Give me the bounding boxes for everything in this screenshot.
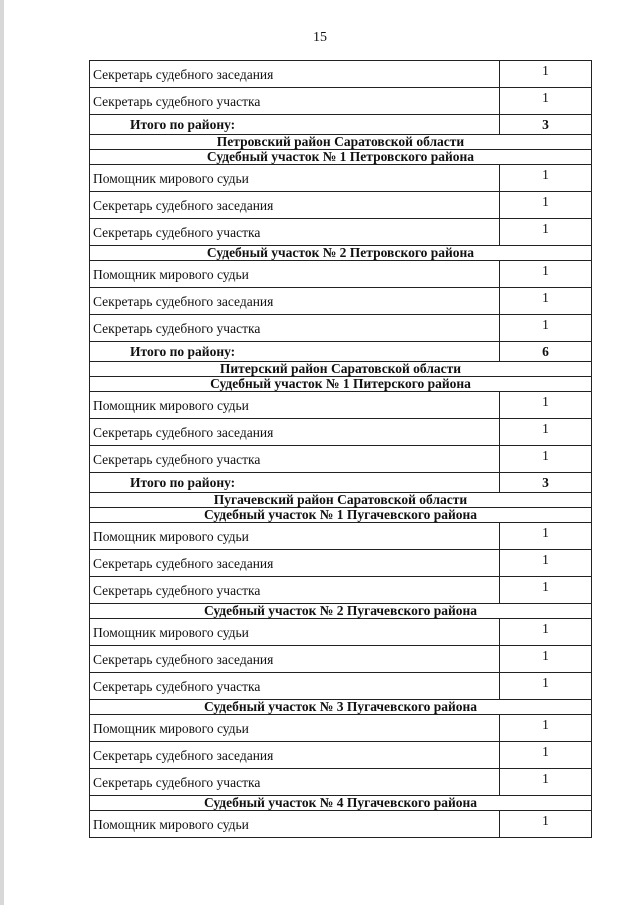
position-name: Помощник мирового судьи: [90, 261, 500, 288]
position-count: 1: [500, 419, 592, 446]
table-row: [90, 288, 592, 315]
table-row: [90, 165, 592, 192]
position-count: 1: [500, 673, 592, 700]
table-row: [90, 261, 592, 288]
position-count: 1: [500, 165, 592, 192]
position-count: 1: [500, 61, 592, 88]
total-row: [90, 342, 592, 362]
table-row: [90, 715, 592, 742]
section-heading: Судебный участок № 4 Пугачевского района: [90, 796, 592, 811]
position-name: Секретарь судебного заседания: [90, 192, 500, 219]
position-count: 1: [500, 715, 592, 742]
position-count: 1: [500, 392, 592, 419]
position-name: Секретарь судебного заседания: [90, 742, 500, 769]
position-name: Секретарь судебного заседания: [90, 550, 500, 577]
section-heading-row: [90, 493, 592, 508]
position-count: 1: [500, 192, 592, 219]
position-count: 1: [500, 742, 592, 769]
position-name: Секретарь судебного заседания: [90, 419, 500, 446]
table-row: [90, 392, 592, 419]
section-heading-row: [90, 604, 592, 619]
position-count: 1: [500, 619, 592, 646]
total-label: Итого по району:: [90, 473, 500, 493]
position-name: Помощник мирового судьи: [90, 811, 500, 838]
position-name: Помощник мирового судьи: [90, 165, 500, 192]
total-label: Итого по району:: [90, 115, 500, 135]
total-label: Итого по району:: [90, 342, 500, 362]
position-count: 1: [500, 315, 592, 342]
position-count: 1: [500, 523, 592, 550]
section-heading: Судебный участок № 3 Пугачевского района: [90, 700, 592, 715]
section-heading-row: [90, 135, 592, 150]
table-row: [90, 673, 592, 700]
position-name: Секретарь судебного участка: [90, 577, 500, 604]
position-name: Секретарь судебного участка: [90, 673, 500, 700]
scan-edge: [0, 0, 4, 905]
section-heading: Судебный участок № 2 Пугачевского района: [90, 604, 592, 619]
table-row: [90, 646, 592, 673]
section-heading: Судебный участок № 1 Питерского района: [90, 377, 592, 392]
position-count: 1: [500, 261, 592, 288]
position-name: Секретарь судебного участка: [90, 315, 500, 342]
table-row: [90, 419, 592, 446]
table-row: [90, 446, 592, 473]
position-name: Помощник мирового судьи: [90, 523, 500, 550]
position-name: Помощник мирового судьи: [90, 619, 500, 646]
position-name: Секретарь судебного участка: [90, 88, 500, 115]
position-count: 1: [500, 219, 592, 246]
section-heading-row: [90, 150, 592, 165]
section-heading: Судебный участок № 1 Петровского района: [90, 150, 592, 165]
position-name: Помощник мирового судьи: [90, 392, 500, 419]
staff-table-body: [90, 61, 592, 838]
position-name: Секретарь судебного заседания: [90, 61, 500, 88]
position-name: Секретарь судебного заседания: [90, 288, 500, 315]
section-heading-row: [90, 377, 592, 392]
position-count: 1: [500, 88, 592, 115]
position-count: 1: [500, 446, 592, 473]
section-heading-row: [90, 362, 592, 377]
total-value: 6: [500, 342, 592, 362]
table-row: [90, 523, 592, 550]
table-row: [90, 88, 592, 115]
total-row: [90, 473, 592, 493]
section-heading-row: [90, 508, 592, 523]
position-name: Секретарь судебного участка: [90, 446, 500, 473]
table-row: [90, 315, 592, 342]
section-heading-row: [90, 700, 592, 715]
table-row: [90, 811, 592, 838]
staff-table: [89, 60, 592, 838]
section-heading: Питерский район Саратовской области: [90, 362, 592, 377]
table-row: [90, 219, 592, 246]
total-value: 3: [500, 473, 592, 493]
section-heading: Судебный участок № 1 Пугачевского района: [90, 508, 592, 523]
section-heading-row: [90, 796, 592, 811]
section-heading: Пугачевский район Саратовской области: [90, 493, 592, 508]
position-name: Помощник мирового судьи: [90, 715, 500, 742]
table-row: [90, 769, 592, 796]
position-count: 1: [500, 288, 592, 315]
position-name: Секретарь судебного участка: [90, 769, 500, 796]
section-heading-row: [90, 246, 592, 261]
table-row: [90, 61, 592, 88]
position-count: 1: [500, 577, 592, 604]
position-name: Секретарь судебного участка: [90, 219, 500, 246]
position-name: Секретарь судебного заседания: [90, 646, 500, 673]
total-value: 3: [500, 115, 592, 135]
table-row: [90, 550, 592, 577]
position-count: 1: [500, 646, 592, 673]
table-row: [90, 619, 592, 646]
table-row: [90, 577, 592, 604]
position-count: 1: [500, 811, 592, 838]
table-row: [90, 192, 592, 219]
section-heading: Петровский район Саратовской области: [90, 135, 592, 150]
page-number: 15: [313, 30, 327, 45]
total-row: [90, 115, 592, 135]
section-heading: Судебный участок № 2 Петровского района: [90, 246, 592, 261]
table-row: [90, 742, 592, 769]
position-count: 1: [500, 550, 592, 577]
position-count: 1: [500, 769, 592, 796]
